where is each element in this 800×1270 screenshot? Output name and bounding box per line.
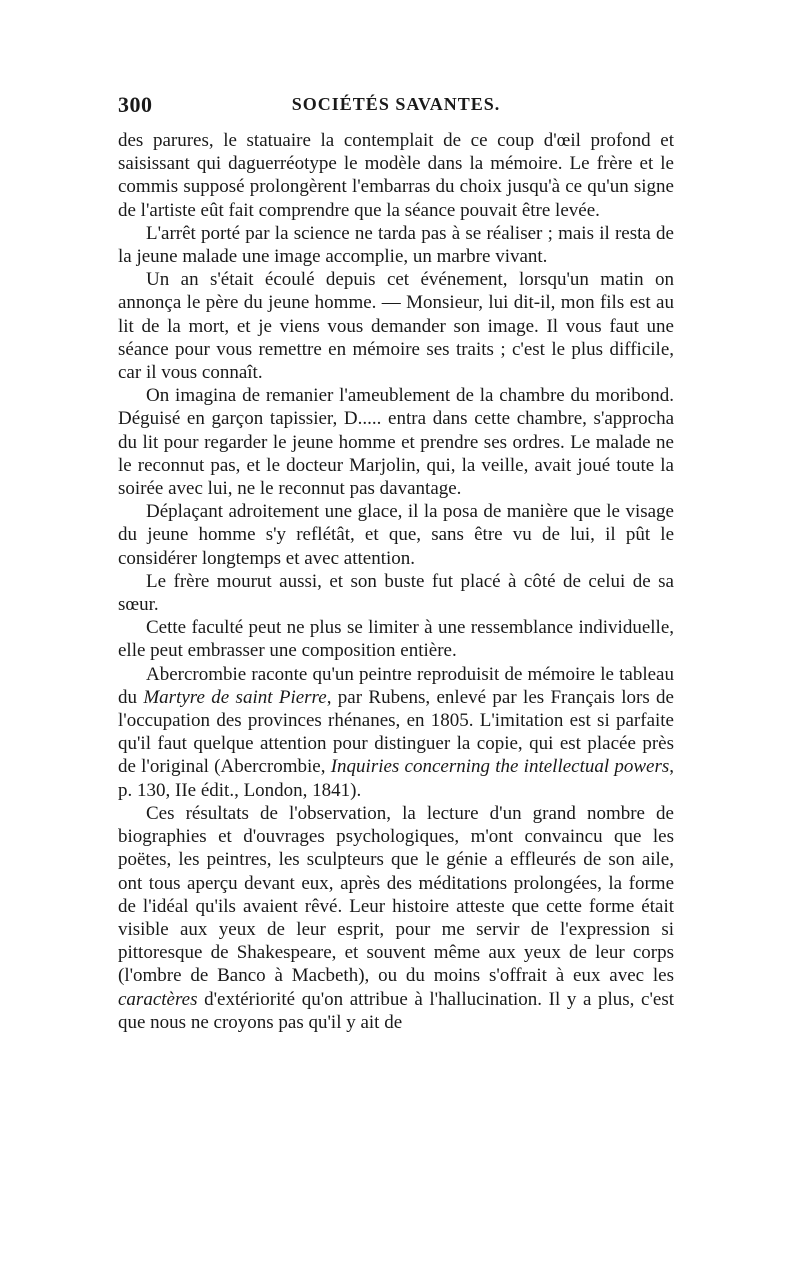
paragraph-9-emphasis: caractères	[118, 988, 198, 1010]
paragraph-2: L'arrêt porté par la science ne tarda pas à se réaliser ; mais il resta de la jeune malade une image accomplie, un marbre vivant.	[118, 222, 674, 268]
paragraph-9-text-end: d'extériorité qu'on attribue à l'hallucination. Il y a plus, c'est que nous ne croyons pas qu'il y ait de	[118, 988, 674, 1033]
paragraph-8-text-middle: , par Rubens, enlevé par les Français lors de l'occupation des provinces rhénanes, en 1805. L'imitation est si parfaite qu'il faut quelque attention pour distinguer la copie, qui est placée près de l'original (Abercrombie,	[118, 686, 674, 778]
paragraph-8-text-start: Abercrombie raconte qu'un peintre reproduisit de mémoire le tableau du	[118, 663, 674, 708]
page-number: 300	[118, 92, 153, 117]
page-header	[118, 92, 674, 122]
paragraph-9	[118, 802, 674, 1034]
paragraph-8-title-rubens: Martyre de saint Pierre	[143, 686, 327, 708]
paragraph-3: Un an s'était écoulé depuis cet événement, lorsqu'un matin on annonça le père du jeune homme. — Monsieur, lui dit-il, mon fils est au lit de la mort, et je viens vous demander son image. Il vous faut une séance pour vous remettre en mémoire ses traits ; c'est le plus difficile, car il vous connaît.	[118, 269, 674, 384]
paragraph-7: Cette faculté peut ne plus se limiter à une ressemblance individuelle, elle peut embrasser une composition entière.	[118, 617, 674, 662]
paragraph-8	[118, 663, 674, 802]
paragraph-8-text-end: , p. 130, IIe édit., London, 1841).	[118, 756, 675, 801]
paragraph-8-title-abercrombie: Inquiries concerning the intellectual powers	[330, 756, 670, 778]
paragraph-1: des parures, le statuaire la contemplait de ce coup d'œil profond et saisissant qui daguerréotype le modèle dans la mémoire. Le frère et le commis supposé prolongèrent l'embarras du choix jusqu'à ce qu'un signe de l'artiste eût fait comprendre que la séance pouvait être levée.	[118, 130, 674, 221]
body-text	[118, 129, 674, 1034]
running-head: SOCIÉTÉS SAVANTES.	[291, 94, 501, 114]
paragraph-5: Déplaçant adroitement une glace, il la posa de manière que le visage du jeune homme s'y reflétât, et que, sans être vu de lui, il pût le considérer longtemps et avec attention.	[118, 501, 674, 569]
paragraph-6: Le frère mourut aussi, et son buste fut placé à côté de celui de sa sœur.	[118, 570, 674, 616]
paragraph-9-text-start: Ces résultats de l'observation, la lecture d'un grand nombre de biographies et d'ouvrages psychologiques, m'ont convaincu que les poëtes, les peintres, les sculpteurs que le génie a effleurés de son aile, ont tous aperçu devant eux, après des méditations prolongées, la forme de l'idéal qu'ils avaient rêvé. Leur histoire atteste que cette forme était visible aux yeux de leur esprit, pour me servir de l'expression si pittoresque de Shakespeare, et souvent même aux yeux de leur corps (l'ombre de Banco à Macbeth), ou du moins s'offrait à eux avec les	[118, 802, 674, 987]
paragraph-4: On imagina de remanier l'ameublement de la chambre du moribond. Déguisé en garçon tapissier, D..... entra dans cette chambre, s'approcha du lit pour regarder le jeune homme et prendre ses ordres. Le malade ne le reconnut pas, et le docteur Marjolin, qui, la veille, avait joué toute la soirée avec lui, ne le reconnut pas davantage.	[118, 385, 674, 500]
